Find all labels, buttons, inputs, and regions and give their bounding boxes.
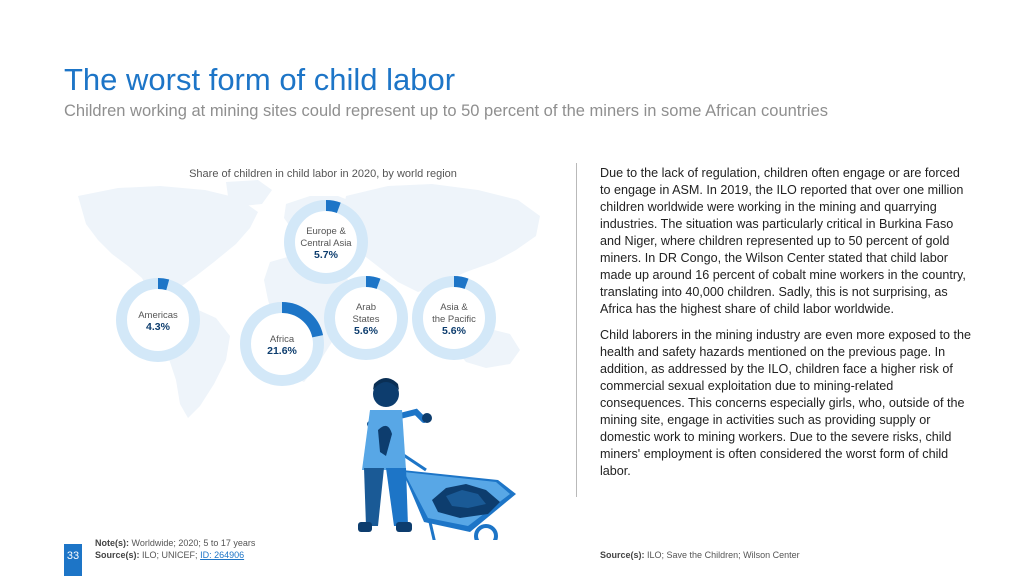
notes-line: [95, 537, 255, 549]
region-value-africa: 21.6%: [267, 345, 297, 357]
donut-europe-central-asia: [290, 206, 363, 279]
text-sources: [600, 550, 800, 560]
region-value-europe-central-asia: 5.7%: [314, 249, 338, 261]
page-title: The worst form of child labor: [64, 62, 456, 97]
region-label-asia-pacific: the Pacific: [432, 314, 476, 325]
sources-text: ILO; UNICEF;: [142, 550, 198, 560]
statista-id-link[interactable]: ID: 264906: [200, 550, 245, 560]
region-value-asia-pacific: 5.6%: [442, 325, 466, 337]
region-label-europe-central-asia: Central Asia: [300, 238, 352, 249]
donut-africa: [246, 308, 319, 381]
page-number: 33: [64, 544, 82, 576]
donut-slice-americas: [158, 284, 168, 285]
region-label-europe-central-asia: Europe &: [306, 226, 346, 237]
page-subtitle: Children working at mining sites could represent up to 50 percent of the miners in some African countries: [64, 102, 828, 120]
notes-label: Note(s):: [95, 538, 129, 548]
donut-asia-pacific: [418, 282, 491, 355]
body-paragraph: Due to the lack of regulation, children often engage or are forced to engage in ASM. In 2019, the ILO reported that over one million children worldwide were working in the mining and quarrying industries. The situation was particularly critical in Burkina Faso and Niger, where children represented up to 50 percent of gold miners. In DR Congo, the Wilson Center stated that child labor made up around 16 percent of cobalt mine workers in the country, translating into 40,000 children. Sadly, this is not surprising, as Africa has the highest share of child labor worldwide.: [600, 166, 966, 316]
donut-americas: [122, 284, 195, 357]
body-text: [600, 165, 972, 489]
notes-text: Worldwide; 2020; 5 to 17 years: [131, 538, 256, 548]
sources-line: [95, 549, 255, 561]
body-paragraph: Child laborers in the mining industry are even more exposed to the health and safety hazards mentioned on the previous page. In addition, as addressed by the ILO, children face a higher risk of commercial sexual exploitation due to mining-related consequences. This concerns especially girls, who, outside of the mining site, engage in activities such as providing supply or domestic work to mining workers. Due to the severe risks, child miners' employment is often considered the worst form of child labor.: [600, 328, 972, 478]
donut-slice-europe-central-asia: [326, 206, 339, 208]
region-value-arab-states: 5.6%: [354, 325, 378, 337]
text-sources-text: ILO; Save the Children; Wilson Center: [647, 550, 800, 560]
region-value-americas: 4.3%: [146, 321, 170, 333]
region-label-americas: Americas: [138, 310, 178, 321]
sources-label: Source(s):: [95, 550, 140, 560]
text-sources-label: Source(s):: [600, 550, 645, 560]
child-wheelbarrow-illustration: [358, 378, 516, 540]
chart-notes: [95, 537, 255, 561]
region-label-asia-pacific: Asia &: [440, 302, 468, 313]
donut-slice-asia-pacific: [454, 282, 467, 284]
region-label-africa: Africa: [269, 334, 295, 345]
region-label-arab-states: Arab: [355, 302, 377, 313]
donut-slice-arab-states: [366, 282, 379, 284]
chart-title: Share of children in child labor in 2020, by world region: [189, 168, 457, 180]
donut-arab-states: [330, 282, 403, 355]
column-divider: [576, 163, 577, 497]
region-label-arab-states: States: [352, 314, 380, 325]
